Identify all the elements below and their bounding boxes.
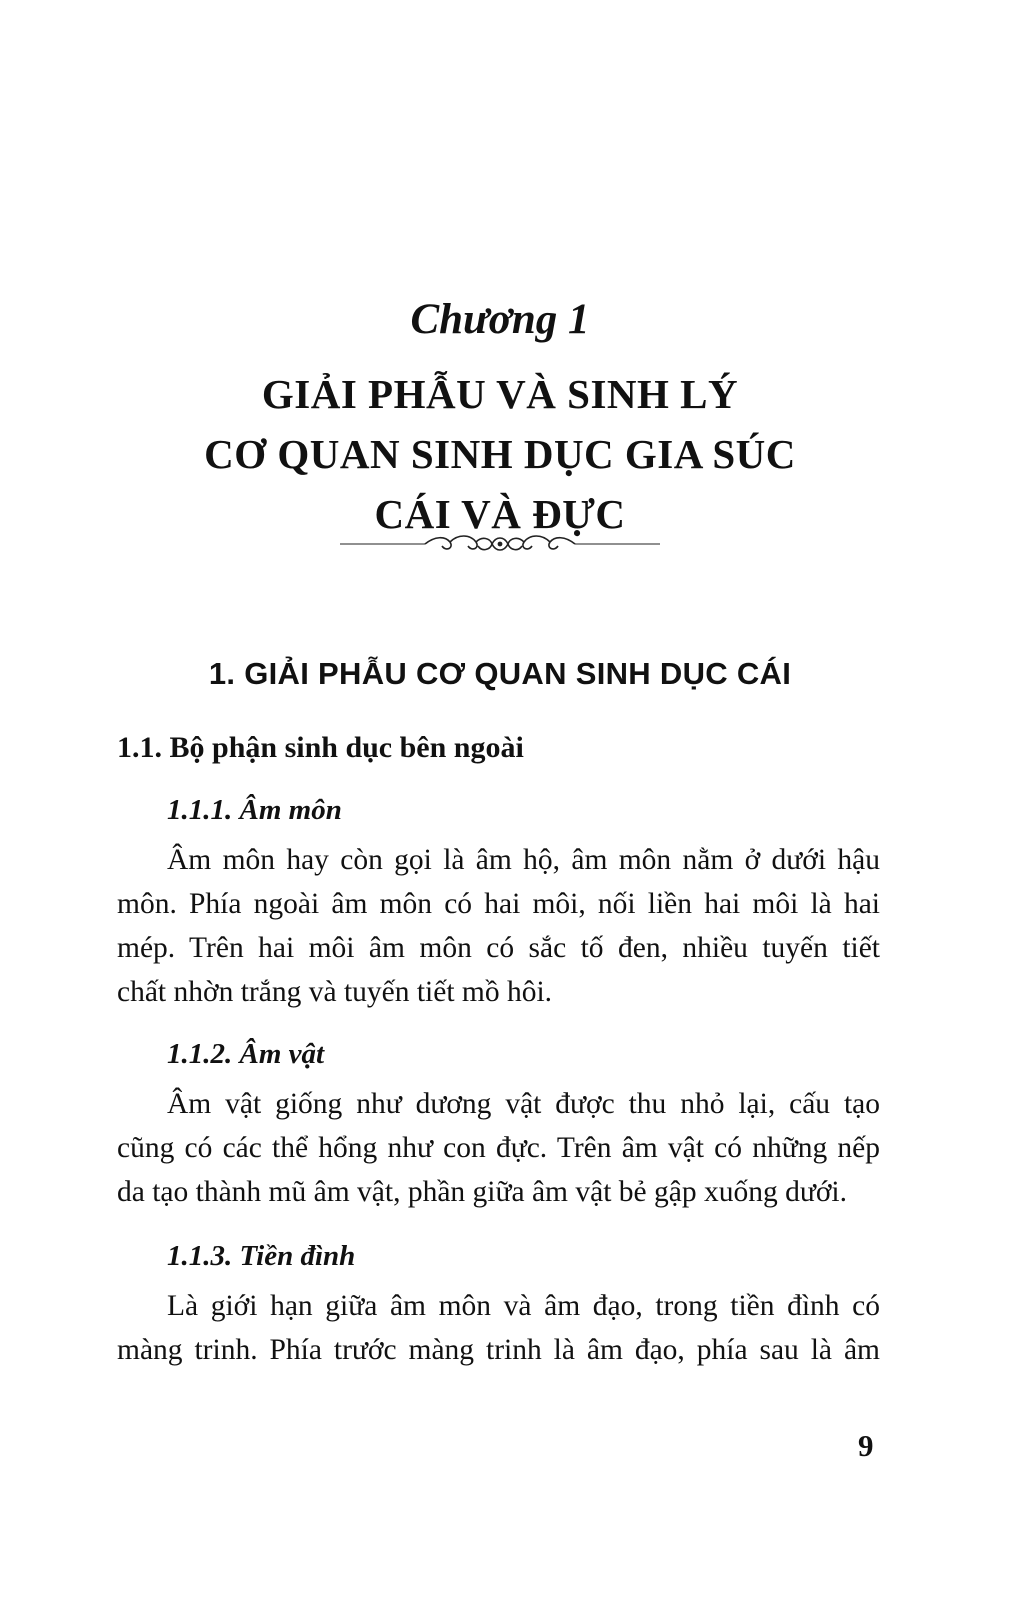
paragraph-line: Âm môn hay còn gọi là âm hộ, âm môn nằm ở dưới hậu (167, 844, 880, 876)
subsubsection-heading: 1.1.2. Âm vật (167, 1038, 325, 1070)
paragraph-line: chất nhờn trắng và tuyến tiết mồ hôi. (117, 976, 553, 1008)
paragraph-line: da tạo thành mũ âm vật, phần giữa âm vật bẻ gập xuống dưới. (117, 1176, 847, 1208)
section-heading: 1. GIẢI PHẪU CƠ QUAN SINH DỤC CÁI (208, 656, 792, 691)
subsection-heading: 1.1. Bộ phận sinh dục bên ngoài (117, 731, 524, 764)
paragraph-line: Âm vật giống như dương vật được thu nhỏ lại, cấu tạo (167, 1088, 880, 1120)
paragraph (117, 838, 880, 1014)
paragraph-line: mép. Trên hai môi âm môn có sắc tố đen, nhiều tuyến tiết (117, 932, 880, 964)
chapter-title-line: CÁI VÀ ĐỰC (374, 491, 626, 537)
paragraph (117, 1284, 880, 1372)
paragraph (117, 1082, 880, 1214)
paragraph-line: Là giới hạn giữa âm môn và âm đạo, trong tiền đình có (167, 1290, 880, 1322)
subsubsection-heading: 1.1.1. Âm môn (167, 794, 342, 826)
chapter-title-line: CƠ QUAN SINH DỤC GIA SÚC (204, 431, 796, 477)
ornament-divider-icon (340, 530, 660, 558)
paragraph-line: màng trinh. Phía trước màng trinh là âm đạo, phía sau là âm (117, 1334, 880, 1366)
page-number: 9 (858, 1428, 874, 1463)
chapter-title-line: GIẢI PHẪU VÀ SINH LÝ (261, 371, 739, 417)
chapter-title (0, 364, 1000, 544)
subsubsection-heading: 1.1.3. Tiền đình (167, 1240, 356, 1272)
chapter-label: Chương 1 (410, 296, 590, 343)
paragraph-line: môn. Phía ngoài âm môn có hai môi, nối liền hai môi là hai (117, 888, 880, 920)
paragraph-line: cũng có các thể hổng như con đực. Trên âm vật có những nếp (117, 1132, 880, 1164)
